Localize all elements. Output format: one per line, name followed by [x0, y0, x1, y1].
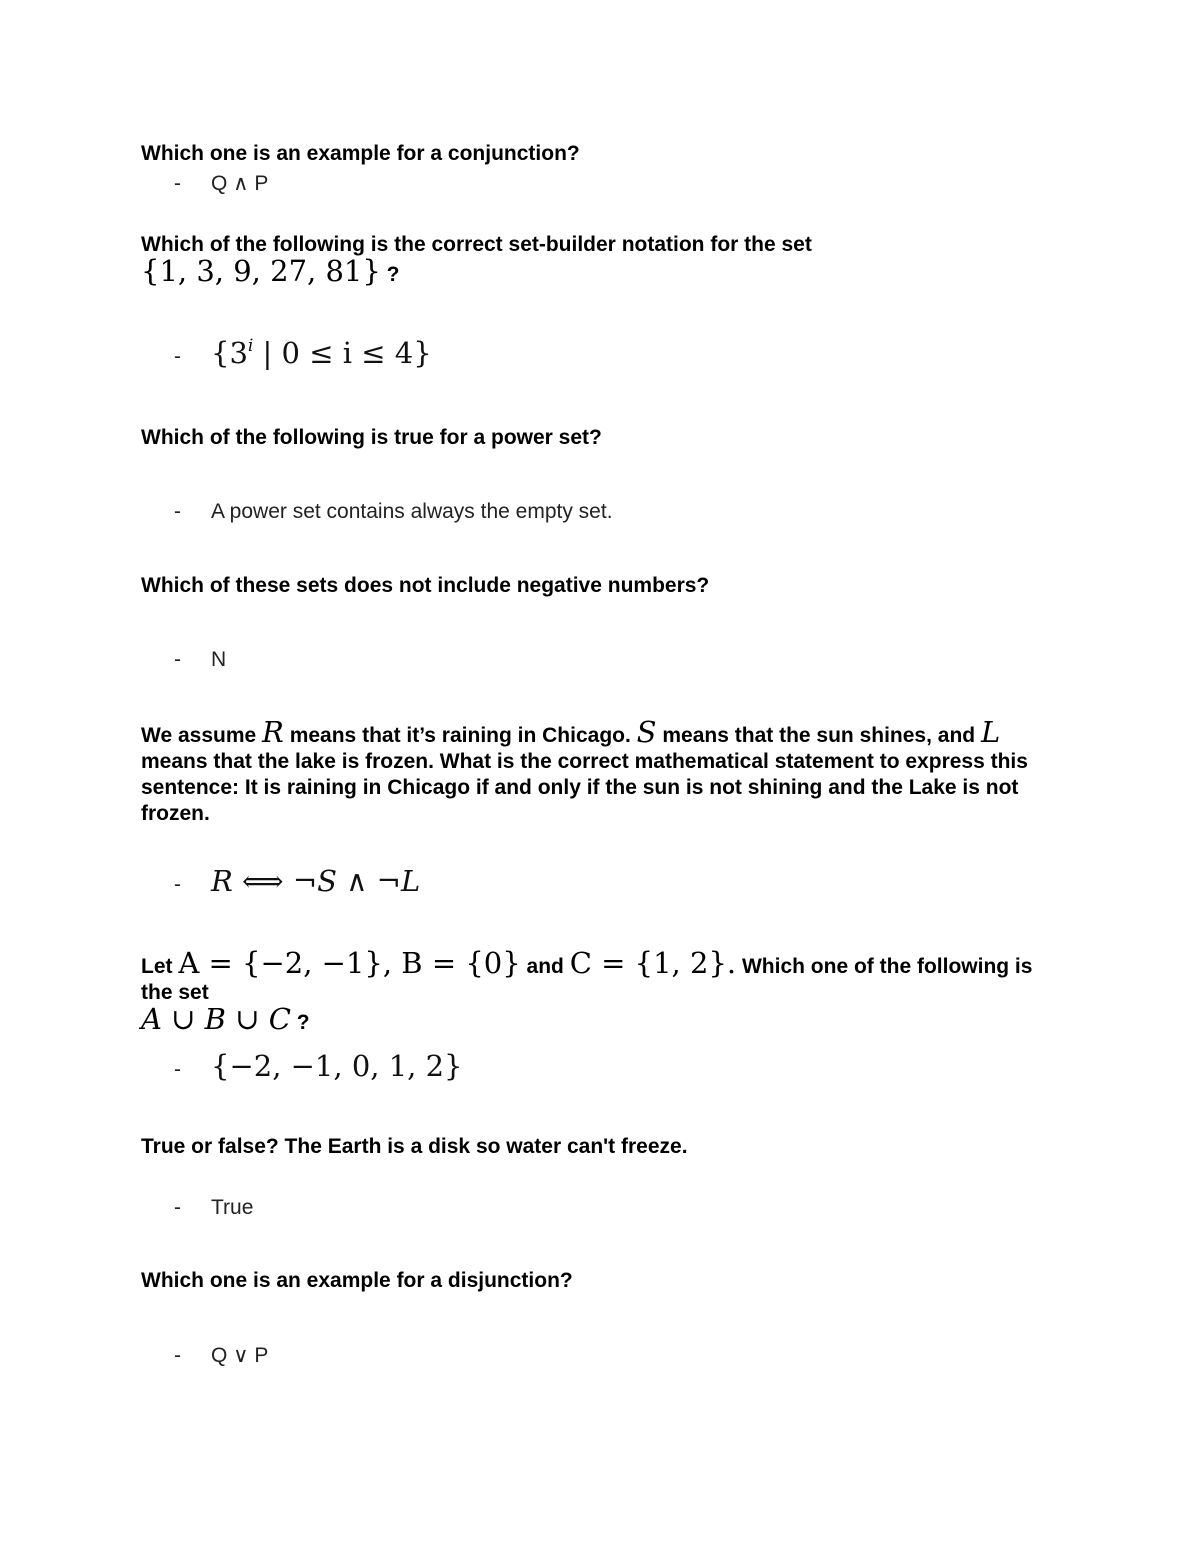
- answer-text: A power set contains always the empty set.: [211, 500, 613, 523]
- question-4: Which of these sets does not include negative numbers?: [141, 574, 710, 597]
- math-var-s: S: [636, 715, 657, 749]
- question-text: Which one of the following is the set: [141, 955, 1033, 1004]
- answer-text: True: [211, 1196, 254, 1219]
- answer-math: {−2, −1, 0, 1, 2}: [211, 1049, 463, 1083]
- answer-dash: -: [174, 345, 181, 368]
- answer-math: R ⟺ ¬S ∧ ¬L: [211, 864, 421, 898]
- question-1: Which one is an example for a conjunction?: [141, 142, 580, 165]
- answer-math-open: {3: [211, 336, 248, 370]
- answer-dash: -: [174, 1196, 181, 1219]
- answer-6: [174, 1049, 463, 1083]
- question-text: Let: [141, 955, 173, 978]
- question-text: We assume: [141, 724, 257, 747]
- question-text: means that the lake is frozen. What is the correct mathematical statement to express this sentence: It is raining in Chicago if and only if the sun is not shining and the Lake is not frozen.: [141, 750, 1028, 825]
- question-6: [141, 946, 1061, 1036]
- question-5: [141, 715, 1061, 827]
- answer-math: [211, 336, 432, 370]
- answer-1: [174, 171, 268, 197]
- answer-4: [174, 647, 226, 673]
- answer-8: [174, 1343, 268, 1369]
- question-mark: ?: [386, 263, 400, 286]
- math-union: A ∪ B ∪ C: [141, 1002, 291, 1036]
- question-2: [141, 232, 1061, 288]
- question-text: and: [526, 955, 564, 978]
- answer-text: Q ∨ P: [211, 1344, 269, 1367]
- question-3: Which of the following is true for a power set?: [141, 426, 602, 449]
- math-sets-ab: A = {−2, −1}, B = {0}: [178, 946, 521, 980]
- question-8: Which one is an example for a disjunction?: [141, 1269, 573, 1292]
- math-set-c: C = {1, 2}.: [569, 946, 737, 980]
- question-mark: ?: [296, 1011, 310, 1034]
- question-text: means that the sun shines, and: [662, 724, 976, 747]
- answer-dash: -: [174, 873, 181, 896]
- question-text: means that it’s raining in Chicago.: [289, 724, 631, 747]
- answer-text: N: [211, 648, 227, 671]
- question-math-set: {1, 3, 9, 27, 81}: [141, 254, 381, 288]
- answer-math-exponent: i: [247, 336, 254, 356]
- question-text: Which of the following is the correct set-builder notation for the set: [141, 233, 812, 256]
- answer-5: [174, 864, 421, 898]
- answer-7: [174, 1195, 253, 1221]
- answer-dash: -: [174, 1058, 181, 1081]
- answer-dash: -: [174, 1344, 181, 1367]
- answer-math-close: | 0 ≤ i ≤ 4}: [253, 336, 432, 370]
- answer-3: [174, 499, 613, 525]
- answer-2: [174, 336, 432, 370]
- question-7: True or false? The Earth is a disk so water can't freeze.: [141, 1135, 688, 1158]
- math-var-l: L: [980, 715, 1001, 749]
- math-var-r: R: [262, 715, 284, 749]
- answer-dash: -: [174, 172, 181, 195]
- answer-dash: -: [174, 648, 181, 671]
- answer-text: Q ∧ P: [211, 172, 269, 195]
- answer-dash: -: [174, 500, 181, 523]
